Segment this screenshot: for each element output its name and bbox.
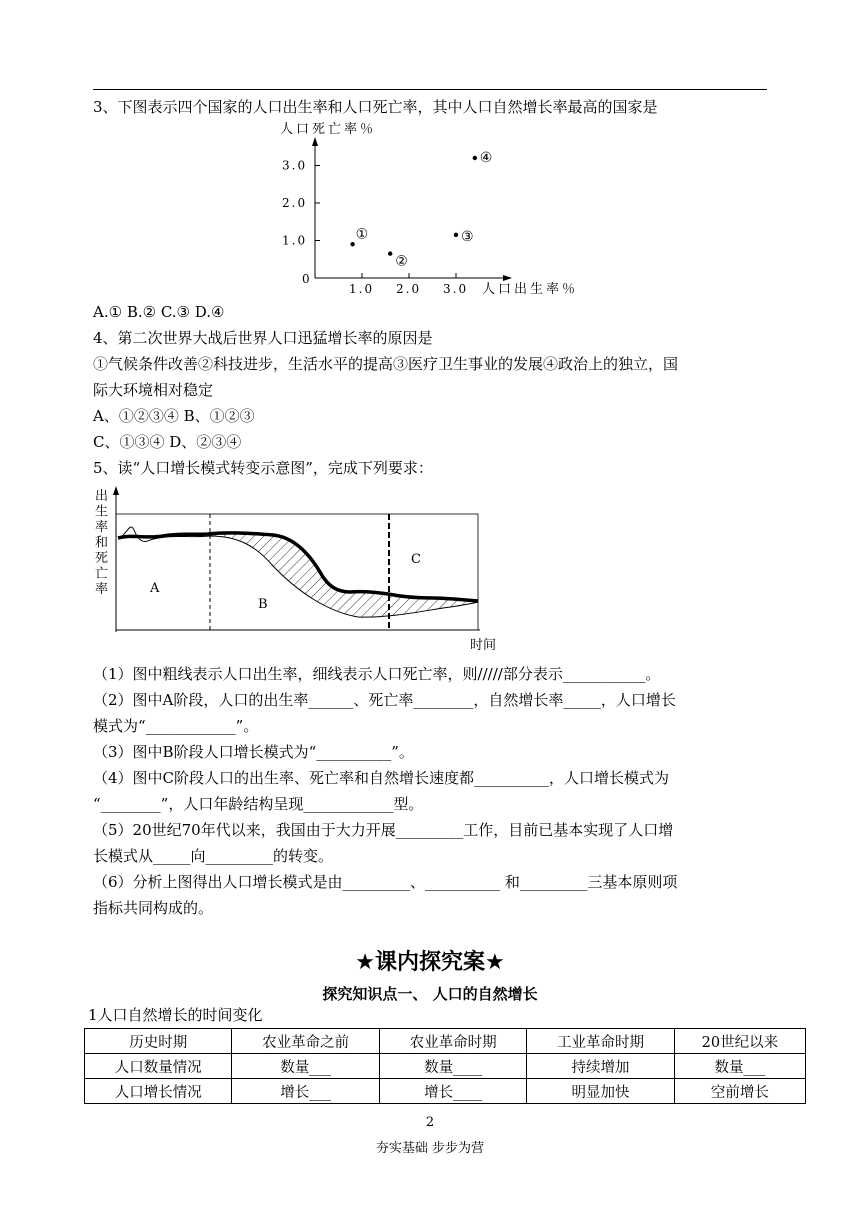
y-label-char: 死: [95, 551, 109, 566]
table-cell: 持续增加: [527, 1054, 674, 1079]
data-point: [454, 233, 458, 237]
point-label: ④: [479, 150, 493, 166]
section-title: ★课内探究案★: [355, 950, 505, 975]
stage-a-label: A: [150, 581, 160, 596]
history-table: [84, 1028, 806, 1104]
scatter-chart: [260, 118, 600, 298]
header-rule: [93, 89, 767, 90]
table-row: [85, 1079, 806, 1104]
table-header-cell: 农业革命时期: [379, 1029, 526, 1054]
q4-options1: A、①②③④ B、①②③: [93, 407, 255, 425]
table-cell: 人口数量情况: [85, 1054, 232, 1079]
table-cell: 明显加快: [527, 1079, 674, 1104]
q3-stem: 3、下图表示四个国家的人口出生率和人口死亡率，其中人口自然增长率最高的国家是: [93, 98, 658, 116]
table-header-cell: 历史时期: [85, 1029, 232, 1054]
q3-options: A.① B.② C.③ D.④: [93, 303, 225, 321]
q5-sub5b: 长模式从_____向_________的转变。: [93, 847, 334, 865]
stage-c-label: C: [411, 552, 421, 567]
q4-line2: 际大环境相对稳定: [93, 381, 214, 399]
y-label-char: 生: [95, 504, 109, 520]
point-label: ②: [395, 253, 408, 270]
transition-diagram: [88, 484, 508, 654]
table-header-cell: 工业革命时期: [527, 1029, 674, 1054]
q4-stem: 4、第二次世界大战后世界人口迅猛增长率的原因是: [93, 329, 433, 347]
q5-sub2a: （2）图中A阶段，人口的出生率______、死亡率________，自然增长率_____，人口增长: [93, 691, 676, 709]
q5-sub2b: 模式为“____________”。: [93, 717, 259, 735]
table-cell: 数量___: [232, 1054, 379, 1079]
y-axis-label: 人口死亡率％: [280, 122, 377, 137]
q4-options2: C、①③④ D、②③④: [93, 433, 242, 451]
table-row: [85, 1054, 806, 1079]
y-label-char: 率: [95, 520, 109, 535]
table-cell: 增长____: [379, 1079, 526, 1104]
q5-sub6a: （6）分析上图得出人口增长模式是由_________、__________ 和_________三基本原则项: [93, 873, 678, 891]
q5-sub1: （1）图中粗线表示人口出生率，细线表示人口死亡率，则/////部分表示___________。: [93, 665, 661, 683]
y-label-char: 出: [95, 489, 109, 504]
time-axis-label: 时间: [470, 638, 497, 653]
x-axis-label: 人口出生率％: [482, 282, 579, 297]
page-number: 2: [425, 1115, 435, 1130]
y-label-char: 亡: [95, 566, 109, 582]
table-header-cell: 农业革命之前: [232, 1029, 379, 1054]
q5-sub5a: （5）20世纪70年代以来，我国由于大力开展_________工作，目前已基本实现了人口增: [93, 821, 674, 839]
q5-sub4b: “________”，人口年龄结构呈现____________型。: [93, 795, 424, 813]
table-cell: 人口增长情况: [85, 1079, 232, 1104]
origin-label: 0: [302, 272, 310, 286]
q4-line1: ①气候条件改善②科技进步，生活水平的提高③医疗卫生事业的发展④政治上的独立，国: [93, 355, 679, 373]
data-point: [473, 156, 477, 160]
table-cell: 增长___: [232, 1079, 379, 1104]
q5-stem: 5、读“人口增长模式转变示意图”，完成下列要求：: [93, 459, 433, 477]
footer-motto: 夯实基础 步步为营: [375, 1141, 485, 1156]
point-label: ①: [355, 226, 369, 243]
data-point: [350, 242, 354, 246]
y-label-char: 和: [95, 535, 109, 551]
y-tick-label: 2.0: [282, 196, 308, 210]
x-tick-label: 1.0: [349, 282, 375, 296]
q5-sub3: （3）图中B阶段人口增长模式为“__________”。: [93, 743, 414, 761]
table-header-row: [85, 1029, 806, 1054]
section-subtitle: 探究知识点一、 人口的自然增长: [322, 985, 538, 1003]
point-label: ③: [461, 228, 474, 245]
table-header-cell: 20世纪以来: [674, 1029, 805, 1054]
q5-sub6b: 指标共同构成的。: [93, 899, 214, 917]
data-point: [388, 251, 392, 255]
table-cell: 数量___: [674, 1054, 805, 1079]
table-cell: 空前增长: [674, 1079, 805, 1104]
y-label-char: 率: [95, 582, 109, 597]
table-cell: 数量____: [379, 1054, 526, 1079]
q5-sub4a: （4）图中C阶段人口的出生率、死亡率和自然增长速度都__________，人口增长模式为: [93, 769, 670, 787]
x-tick-label: 2.0: [396, 282, 422, 296]
x-tick-label: 3.0: [443, 282, 469, 296]
y-tick-label: 3.0: [282, 158, 308, 173]
y-tick-label: 1.0: [282, 233, 308, 248]
stage-b-label: B: [258, 597, 268, 612]
section-item: 1人口自然增长的时间变化: [88, 1006, 263, 1024]
